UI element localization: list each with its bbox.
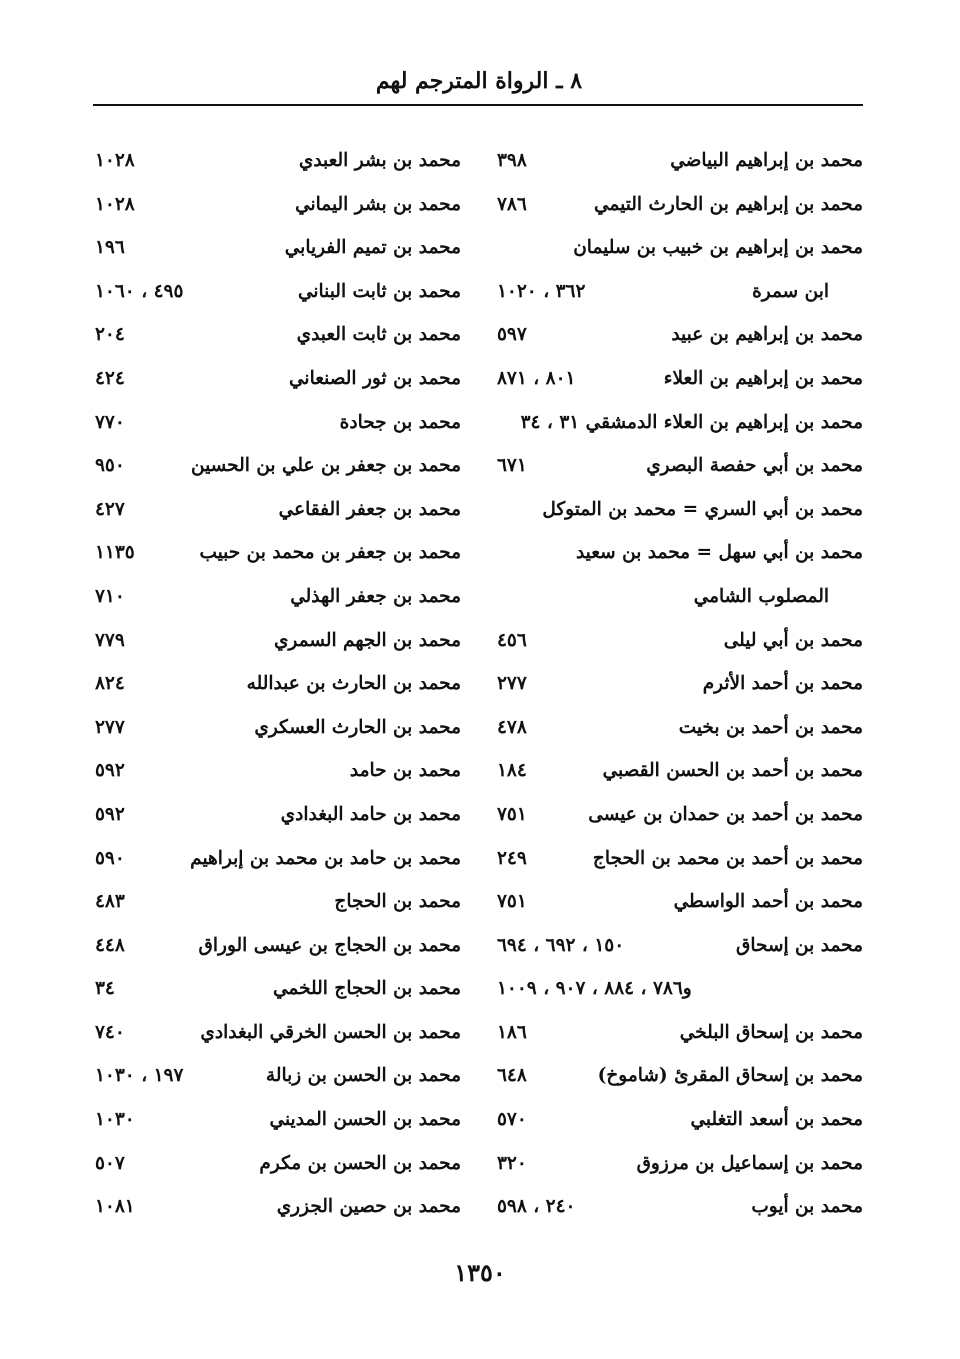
narrator-name: محمد بن إبراهيم بن الحارث التيمي	[594, 193, 863, 215]
narrator-name: محمد بن حصين الجزري	[276, 1196, 461, 1218]
narrator-name: محمد بن حامد البغدادي	[280, 803, 461, 825]
page-references: ٧٥١	[497, 891, 527, 913]
page-references: ٢٤٩	[497, 847, 527, 869]
narrator-name: محمد بن أيوب	[751, 1196, 863, 1218]
narrator-name: محمد بن الحارث العسكري	[254, 716, 461, 738]
narrator-name: محمد بن إبراهيم البياضي	[670, 150, 863, 171]
page-references: ٧٧٠	[95, 411, 125, 433]
index-entry	[497, 707, 863, 751]
index-entry	[497, 532, 863, 576]
index-entry	[497, 1012, 863, 1056]
index-entry	[497, 140, 863, 184]
page-references: ٧٥١	[497, 803, 527, 825]
narrator-name: محمد بن أسعد التغلبي	[690, 1109, 863, 1131]
page-references: ١٩٦	[95, 237, 125, 259]
index-entry	[95, 968, 461, 1012]
page-references: ٤٨٣	[95, 891, 125, 913]
page-references: ٦٤٨	[497, 1065, 527, 1087]
page-references: ٦٧١	[497, 455, 527, 477]
index-entry	[497, 968, 863, 1012]
index-entry	[95, 1012, 461, 1056]
page-references: ٩٥٠	[95, 455, 125, 477]
index-entry	[95, 532, 461, 576]
narrator-name: محمد بن بشر العبدي	[298, 150, 461, 171]
narrator-name: محمد بن ثابت البناني	[297, 280, 461, 302]
index-entry	[497, 620, 863, 664]
narrator-name: محمد بن أحمد الواسطي	[673, 891, 863, 913]
narrator-name: محمد بن إبراهيم بن العلاء	[663, 367, 863, 389]
right-column	[497, 140, 863, 1230]
narrator-name: محمد بن أبي حفصة البصري	[646, 455, 863, 477]
page-references: ١٠٣٠	[95, 1109, 135, 1131]
header-rule	[93, 104, 863, 106]
narrator-name: محمد بن حامد بن محمد بن إبراهيم	[190, 847, 461, 869]
narrator-name: محمد بن الحارث بن عبدالله	[246, 673, 461, 695]
narrator-name: محمد بن الحجاج	[334, 891, 461, 913]
narrator-name: محمد بن أبي السري = محمد بن المتوكل	[542, 498, 863, 520]
index-entry	[497, 663, 863, 707]
index-entry	[95, 576, 461, 620]
narrator-name: محمد بن أحمد بن حمدان بن عيسى	[588, 803, 863, 825]
index-entry	[497, 402, 863, 446]
page-references: ٣٤	[95, 978, 115, 1000]
page-number: ١٣٥٠	[454, 1258, 506, 1287]
page-references: ١٩٧ ، ١٠٣٠	[95, 1065, 184, 1087]
index-entry	[95, 445, 461, 489]
page-references: ٢٧٧	[95, 716, 125, 738]
index-entry	[95, 489, 461, 533]
index-entry	[95, 140, 461, 184]
page-references: ١٨٤	[497, 760, 527, 782]
narrator-name: محمد بن أحمد الأثرم	[702, 673, 863, 695]
index-entry	[95, 620, 461, 664]
page-references: ٢٤٠ ، ٥٩٨	[497, 1196, 576, 1218]
index-entry	[497, 1099, 863, 1143]
narrator-name: محمد بن جعفر بن علي بن الحسين	[191, 455, 461, 477]
page-references: ٧٨٦	[497, 193, 527, 215]
narrator-name: محمد بن أحمد بن بخيت	[678, 716, 863, 738]
page-references: ٣٢٠	[497, 1152, 527, 1174]
page-references: ٥٩٧	[497, 324, 527, 346]
narrator-name: محمد بن إسحاق البلخي	[679, 1021, 863, 1043]
narrator-name: محمد بن أبي ليلى	[723, 629, 863, 651]
narrator-name: محمد بن إسحاق المقرئ (شاموخ)	[597, 1065, 863, 1087]
page-references: و٧٨٦ ، ٨٨٤ ، ٩٠٧ ، ١٠٠٩	[497, 978, 692, 1000]
index-entry	[95, 1055, 461, 1099]
index-entry	[497, 271, 863, 315]
narrator-name: محمد بن جعفر الهذلي	[290, 585, 461, 607]
narrator-name: المصلوب الشامي	[693, 585, 829, 607]
index-entry	[497, 1055, 863, 1099]
page-references: ٧٤٠	[95, 1021, 125, 1043]
page-references: ٣٩٨	[497, 150, 527, 171]
index-entry	[497, 184, 863, 228]
index-entry	[497, 750, 863, 794]
index-entry	[95, 838, 461, 882]
page-references: ٤٥٦	[497, 629, 527, 651]
index-entry	[497, 227, 863, 271]
page-references: ١٨٦	[497, 1021, 527, 1043]
index-entry	[497, 576, 863, 620]
page-references: ٢٠٤	[95, 324, 125, 346]
page-references: ٨٠١ ، ٨٧١	[497, 367, 576, 389]
index-entry	[95, 663, 461, 707]
index-entry	[95, 271, 461, 315]
index-entry	[95, 314, 461, 358]
narrator-name: ابن سمرة	[752, 280, 829, 302]
index-entry	[497, 1143, 863, 1187]
index-entry	[497, 794, 863, 838]
index-entry	[497, 358, 863, 402]
page-references: ٤٧٨	[497, 716, 527, 738]
narrator-name: محمد بن الحجاج بن عيسى الوراق	[198, 934, 461, 956]
page-references: ١٥٠ ، ٦٩٢ ، ٦٩٤	[497, 934, 625, 956]
index-entry	[497, 881, 863, 925]
index-entry	[95, 881, 461, 925]
index-entry	[497, 445, 863, 489]
index-entry	[497, 1186, 863, 1230]
narrator-name: محمد بن جعفر بن محمد بن حبيب	[199, 542, 461, 564]
page-references: ٢٧٧	[497, 673, 527, 695]
page-references: ٥٧٠	[497, 1109, 527, 1131]
index-entry	[497, 314, 863, 358]
narrator-name: محمد بن أحمد بن الحسن القصبي	[602, 760, 863, 782]
narrator-name: محمد بن بشر اليماني	[295, 193, 461, 215]
narrator-name: محمد بن جحادة	[339, 411, 461, 433]
index-entry	[95, 358, 461, 402]
narrator-name: محمد بن الحجاج اللخمي	[272, 978, 461, 1000]
narrator-name: محمد بن إسماعيل بن مرزوق	[636, 1152, 863, 1174]
index-entry	[95, 227, 461, 271]
narrator-name: محمد بن ثابت العبدي	[296, 324, 461, 346]
running-header: ٨ ـ الرواة المترجم لهم	[375, 68, 583, 94]
page-references: ٧١٠	[95, 585, 125, 607]
left-column	[95, 140, 461, 1230]
page-references: ١٠٢٨	[95, 193, 135, 215]
page-references: ٥٩٢	[95, 760, 125, 782]
narrator-name: محمد بن الحسن بن زبالة	[265, 1065, 461, 1087]
narrator-name: محمد بن الحسن الخرقي البغدادي	[200, 1021, 461, 1043]
page-references: ٥٩٠	[95, 847, 125, 869]
page-references: ٣٦٢ ، ١٠٢٠	[497, 280, 586, 302]
page-references: ٧٧٩	[95, 629, 125, 651]
narrator-name: محمد بن أحمد بن محمد بن الحجاج	[592, 847, 863, 869]
page-references: ٤٢٧	[95, 498, 125, 520]
narrator-name: محمد بن إبراهيم بن خبيب بن سليمان	[573, 237, 863, 259]
index-entry	[497, 925, 863, 969]
narrator-name: محمد بن تميم الفريابي	[284, 237, 461, 259]
page-references: ٤٤٨	[95, 934, 125, 956]
narrator-name: محمد بن حامد	[349, 760, 461, 782]
index-entry	[497, 489, 863, 533]
page-references: ٨٢٤	[95, 673, 125, 695]
index-entry	[95, 184, 461, 228]
index-entry	[95, 1099, 461, 1143]
narrator-name: محمد بن ثور الصنعاني	[289, 367, 461, 389]
index-entry	[95, 794, 461, 838]
index-entry	[95, 925, 461, 969]
narrator-name: محمد بن أبي سهل = محمد بن سعيد	[575, 542, 863, 564]
page-references: ١٠٨١	[95, 1196, 135, 1218]
page-references: ١٠٢٨	[95, 150, 135, 171]
narrator-name: محمد بن إبراهيم بن العلاء الدمشقي ٣١ ، ٣٤	[520, 411, 863, 433]
page-references: ١١٣٥	[95, 542, 135, 564]
narrator-name: محمد بن الحسن بن مكرم	[259, 1152, 461, 1174]
page-references: ٤٢٤	[95, 367, 125, 389]
index-entry	[95, 1143, 461, 1187]
page-references: ٥٠٧	[95, 1152, 125, 1174]
narrator-name: محمد بن جعفر الفقاعي	[278, 498, 461, 520]
index-entry	[497, 838, 863, 882]
index-entry	[95, 707, 461, 751]
narrator-name: محمد بن الجهم السمري	[273, 629, 461, 651]
index-entry	[95, 402, 461, 446]
narrator-name: محمد بن إسحاق	[736, 934, 863, 956]
page-references: ٥٩٢	[95, 803, 125, 825]
index-entry	[95, 1186, 461, 1230]
index-entry	[95, 750, 461, 794]
narrator-name: محمد بن إبراهيم بن عبيد	[671, 324, 863, 346]
narrator-name: محمد بن الحسن المديني	[269, 1109, 461, 1131]
page-references: ٤٩٥ ، ١٠٦٠	[95, 280, 184, 302]
